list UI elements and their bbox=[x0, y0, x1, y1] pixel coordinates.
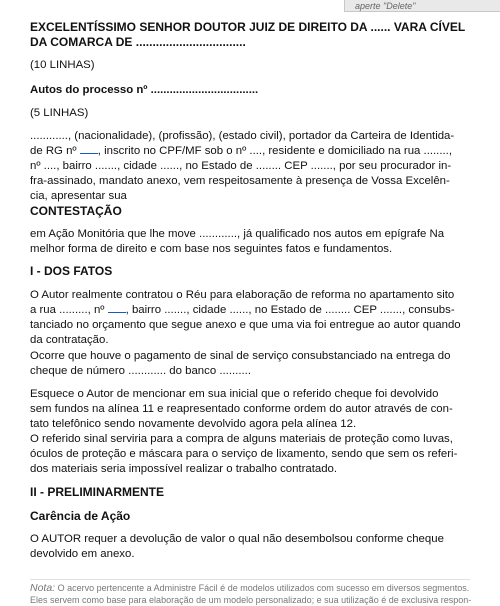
intro-line-2-b: , inscrito no CPF/MF sob o nº ...., residente e domiciliado na rua ........, bbox=[97, 145, 453, 157]
lines-5-note: (5 LINHAS) bbox=[30, 107, 89, 119]
heading-line-1: EXCELENTÍSSIMO SENHOR DOUTOR JUIZ DE DIREITO DA ...... VARA CÍVEL bbox=[30, 20, 466, 34]
fatos-p1-line-2-a: a rua ........., nº bbox=[30, 304, 108, 316]
intro-paragraph bbox=[30, 129, 466, 204]
fatos-paragraph-2 bbox=[30, 349, 466, 379]
footnote-divider bbox=[30, 579, 470, 580]
fatos-p1-line-3: tanciado no orçamento que segue anexo e que uma via foi entregue ao autor quando bbox=[30, 319, 461, 331]
fatos-p2-line-2: cheque de número ............ do banco .......... bbox=[30, 365, 251, 377]
fatos-p1-line-1: O Autor realmente contratou o Réu para elaboração de reforma no apartamento sito bbox=[30, 289, 455, 301]
fatos-p4-line-1: O referido sinal serviria para a compra de alguns materiais de proteção como luvas, bbox=[30, 433, 453, 445]
contestacao-title: CONTESTAÇÃO bbox=[30, 204, 122, 218]
section-2-title: II - PRELIMINARMENTE bbox=[30, 485, 164, 499]
footnote bbox=[30, 582, 500, 606]
blank-field[interactable] bbox=[80, 144, 98, 154]
fatos-p1-line-4: da contratação. bbox=[30, 334, 109, 346]
fatos-p1-line-2-b: , bairro ......., cidade ......, no Estado de ........ CEP ......., consubs- bbox=[125, 304, 455, 316]
fatos-p3-line-2: sem fundos na alínea 11 e reapresentado conforme ordem do autor através de con- bbox=[30, 403, 453, 415]
fatos-p3-line-3: tato telefônico sendo novamente devolvido agora pela alínea 12. bbox=[30, 418, 357, 430]
fatos-p2-line-1: Ocorre que houve o pagamento de sinal de serviço consubstanciado na entrega do bbox=[30, 350, 451, 362]
fatos-p1-line-2 bbox=[30, 303, 466, 318]
intro-line-2-a: de RG nº bbox=[30, 145, 80, 157]
carencia-title: Carência de Ação bbox=[30, 509, 131, 523]
intro-line-3: nº ...., bairro ......., cidade ......, no Estado de ........ CEP ......., por seu procurador in- bbox=[30, 160, 452, 172]
fatos-p3-line-1: Esquece o Autor de mencionar em sua inicial que o referido cheque foi devolvido bbox=[30, 388, 439, 400]
carencia-paragraph bbox=[30, 532, 466, 562]
contestacao-line-1: em Ação Monitória que lhe move ............, já qualificado nos autos em epígrafe Na bbox=[30, 228, 445, 240]
contestacao-paragraph bbox=[30, 227, 466, 257]
footnote-label: Nota: bbox=[30, 582, 56, 594]
fatos-paragraph-1 bbox=[30, 288, 466, 348]
heading-line-2: DA COMARCA DE ................................. bbox=[30, 35, 246, 49]
process-number: Autos do processo nº .................................. bbox=[30, 84, 259, 96]
intro-line-5: cia, apresentar sua bbox=[30, 190, 127, 202]
blank-field[interactable] bbox=[108, 303, 126, 313]
intro-line-1: ............, (nacionalidade), (profissão), (estado civil), portador da Carteira de Identida- bbox=[30, 130, 455, 142]
section-1-title: I - DOS FATOS bbox=[30, 264, 113, 278]
carencia-line-2: devolvido em anexo. bbox=[30, 548, 135, 560]
intro-line-2 bbox=[30, 144, 466, 159]
carencia-line-1: O AUTOR requer a devolução de valor o qual não desembolsou conforme cheque bbox=[30, 533, 444, 545]
fatos-p4-line-3: dos materiais seria impossível realizar o trabalho contratado. bbox=[30, 463, 338, 475]
lines-10-note: (10 LINHAS) bbox=[30, 59, 95, 71]
footnote-text-2: Eles servem como base para elaboração de um modelo personalizado; e sua utilização é de exclusiva respon- bbox=[30, 595, 472, 605]
delete-hint-text: aperte "Delete" bbox=[355, 1, 416, 11]
intro-line-4: fra-assinado, mandato anexo, vem respeitosamente à presença de Vossa Excelên- bbox=[30, 175, 450, 187]
contestacao-line-2: melhor forma de direito e com base nos seguintes fatos e fundamentos. bbox=[30, 243, 393, 255]
delete-hint-box bbox=[344, 0, 500, 12]
fatos-paragraph-4 bbox=[30, 432, 466, 477]
fatos-p4-line-2: óculos de proteção e máscara para o serviço de lixamento, sendo que sem os referi- bbox=[30, 448, 458, 460]
fatos-paragraph-3 bbox=[30, 387, 466, 432]
footnote-text: O acervo pertencente a Administre Fácil é de modelos utilizados com sucesso em diversos segmentos. bbox=[55, 583, 470, 593]
